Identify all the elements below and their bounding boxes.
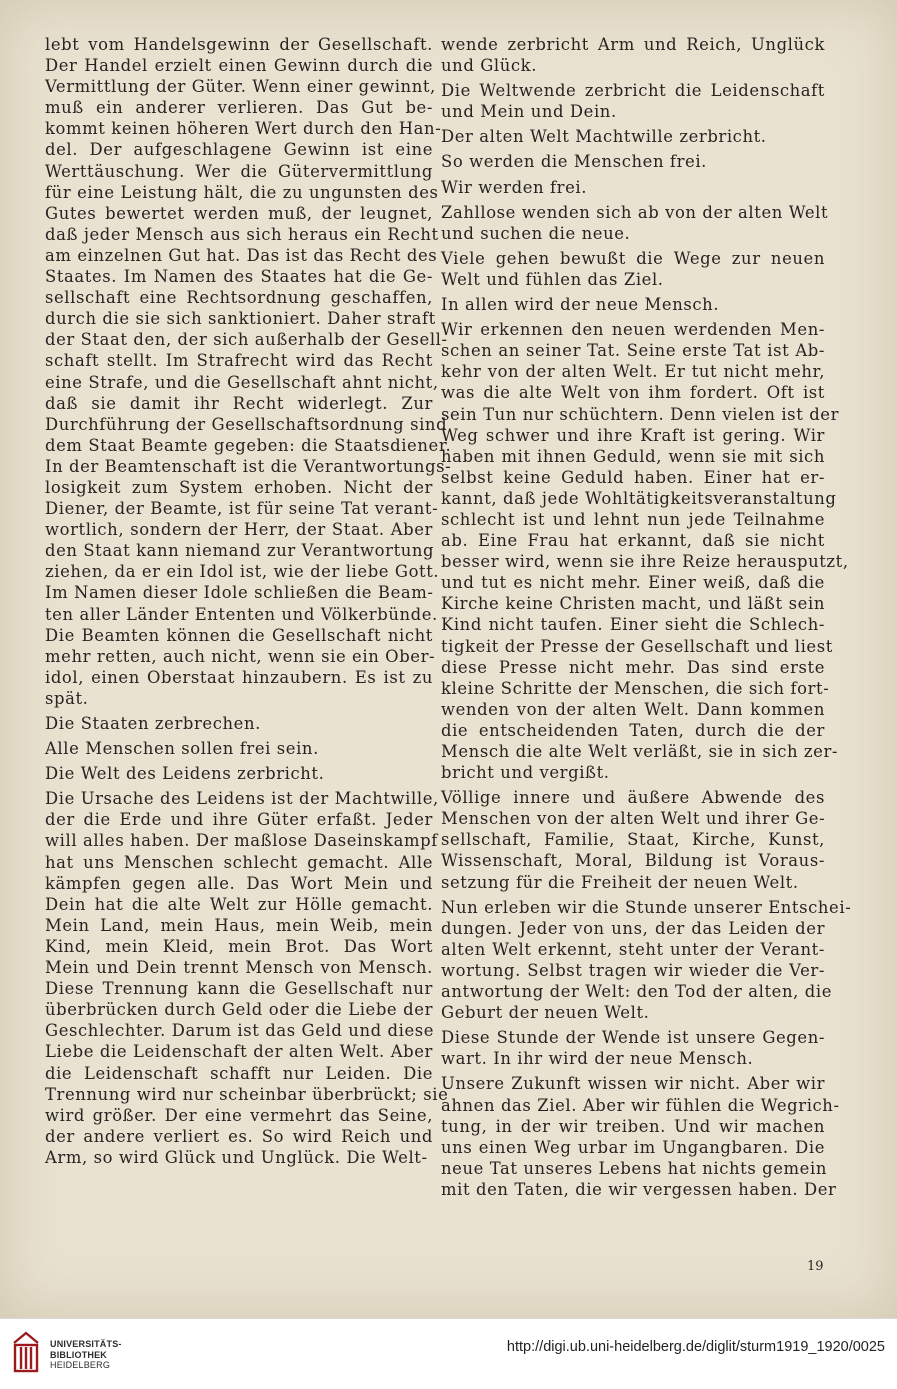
text-line: Welt und fühlen das Ziel. — [441, 269, 664, 289]
left-paragraph — [45, 34, 452, 709]
left-paragraph — [45, 713, 433, 734]
text-line: Unsere Zukunft wissen wir nicht. Aber wir — [441, 1074, 825, 1094]
text-line: und tut es nicht mehr. Einer weiß, daß die — [441, 573, 825, 593]
text-line: schaft stellt. Im Strafrecht wird das Recht — [45, 351, 433, 371]
right-paragraph — [441, 126, 825, 147]
text-line: daß sie damit ihr Recht widerlegt. Zur — [45, 393, 433, 413]
right-paragraph — [441, 80, 825, 122]
right-paragraph — [441, 1027, 825, 1069]
text-line: muß ein anderer verlieren. Das Gut be- — [45, 98, 433, 118]
text-line: losigkeit zum System erhoben. Nicht der — [45, 477, 433, 497]
text-line: Der alten Welt Machtwille zerbricht. — [441, 127, 767, 147]
text-line: Weg schwer und ihre Kraft ist gering. Wir — [441, 425, 825, 445]
right-paragraph — [441, 1073, 840, 1200]
text-line: für eine Leistung hält, die zu ungunsten des — [45, 182, 439, 202]
text-line: Diese Stunde der Wende ist unsere Gegen- — [441, 1028, 825, 1048]
text-line: und suchen die neue. — [441, 223, 631, 243]
text-line: Kirche keine Christen macht, und läßt sein — [441, 594, 825, 614]
text-line: Wissenschaft, Moral, Bildung ist Voraus- — [441, 851, 825, 871]
right-paragraph — [441, 897, 852, 1024]
text-line: Arm, so wird Glück und Unglück. Die Welt- — [45, 1147, 428, 1167]
text-line: Nun erleben wir die Stunde unserer Entschei- — [441, 897, 852, 917]
text-line: Die Beamten können die Gesellschaft nicht — [45, 625, 433, 645]
text-line: Im Namen dieser Idole schließen die Beam- — [45, 583, 434, 603]
text-line: haben mit ihnen Geduld, wenn sie mit sich — [441, 446, 825, 466]
text-line: Diener, der Beamte, ist für seine Tat verant- — [45, 499, 439, 519]
text-line: ahnen das Ziel. Aber wir fühlen die Wegrich- — [441, 1095, 840, 1115]
text-line: Durchführung der Gesellschaftsordnung sind — [45, 414, 448, 434]
text-line: Dein hat die alte Welt zur Hölle gemacht. — [45, 894, 433, 914]
text-line: Mensch die alte Welt verläßt, sie in sich zer- — [441, 742, 839, 761]
text-line: sellschaft eine Rechtsordnung geschaffen, — [45, 288, 433, 308]
right-paragraph — [441, 248, 825, 290]
text-line: Der Handel erzielt einen Gewinn durch die — [45, 56, 433, 76]
text-line: wende zerbricht Arm und Reich, Unglück — [441, 35, 825, 54]
left-text-column — [45, 34, 452, 1172]
right-paragraph — [441, 34, 825, 76]
library-name — [50, 1339, 122, 1371]
text-line: Liebe die Leidenschaft der alten Welt. Aber — [45, 1042, 433, 1062]
text-line: sein Tun nur schüchtern. Denn vielen ist der — [441, 404, 840, 424]
text-line: der andere verliert es. So wird Reich und — [45, 1126, 433, 1146]
left-paragraph — [45, 738, 433, 759]
text-line: tigkeit der Presse der Gesellschaft und liest — [441, 636, 833, 656]
text-line: Wir erkennen den neuen werdenden Men- — [441, 320, 825, 340]
left-paragraph — [45, 763, 433, 784]
text-line: Staates. Im Namen des Staates hat die Ge- — [45, 267, 433, 287]
text-line: wenden von der alten Welt. Dann kommen — [441, 699, 825, 719]
text-line: Diese Trennung kann die Gesellschaft nur — [45, 979, 433, 999]
left-paragraph — [45, 788, 449, 1168]
text-line: Die Ursache des Leidens ist der Machtwille, — [45, 789, 439, 809]
text-line: kleine Schritte der Menschen, die sich fort- — [441, 678, 830, 698]
text-line: wart. In ihr wird der neue Mensch. — [441, 1049, 754, 1069]
text-line: In der Beamtenschaft ist die Verantwortungs- — [45, 456, 452, 476]
text-line: antwortung der Welt: den Tod der alten, die — [441, 982, 832, 1002]
text-line: und Mein und Dein. — [441, 102, 617, 122]
viewer-footer — [0, 1318, 897, 1389]
text-line: wortlich, sondern der Herr, der Staat. Aber — [45, 520, 433, 540]
text-line: Kind nicht taufen. Einer sieht die Schlech- — [441, 615, 825, 635]
text-line: alten Welt erkennt, steht unter der Verant- — [441, 939, 825, 959]
text-line: eine Strafe, und die Gesellschaft ahnt nicht, — [45, 372, 439, 392]
text-line: Geburt der neuen Welt. — [441, 1003, 650, 1023]
text-line: kämpfen gegen alle. Das Wort Mein und — [45, 873, 433, 893]
text-line: wird größer. Der eine vermehrt das Seine, — [45, 1105, 433, 1125]
library-line-1: UNIVERSITÄTS- — [50, 1339, 122, 1349]
text-line: Die Staaten zerbrechen. — [45, 714, 261, 733]
text-line: In allen wird der neue Mensch. — [441, 295, 720, 315]
text-line: ab. Eine Frau hat erkannt, daß sie nicht — [441, 531, 825, 551]
text-line: daß jeder Mensch aus sich heraus ein Recht — [45, 224, 439, 244]
text-line: dungen. Jeder von uns, der das Leiden der — [441, 918, 825, 938]
text-line: ten aller Länder Ententen und Völkerbünde. — [45, 604, 438, 624]
text-line: So werden die Menschen frei. — [441, 152, 707, 172]
text-line: besser wird, wenn sie ihre Reize herausputzt, — [441, 552, 849, 572]
text-line: Werttäuschung. Wer die Gütervermittlung — [45, 161, 433, 181]
text-line: durch die sie sich sanktioniert. Daher straft — [45, 309, 436, 329]
text-line: Alle Menschen sollen frei sein. — [45, 739, 319, 759]
text-line: Zahllose wenden sich ab von der alten Welt — [441, 202, 829, 222]
right-paragraph — [441, 151, 825, 172]
text-line: den Staat kann niemand zur Verantwortung — [45, 541, 435, 561]
text-line: ziehen, da er ein Idol ist, wie der liebe Gott. — [45, 562, 440, 582]
text-line: bricht und vergißt. — [441, 763, 610, 783]
text-line: Geschlechter. Darum ist das Geld und diese — [45, 1021, 435, 1041]
text-line: der Staat den, der sich außerhalb der Gesell- — [45, 330, 448, 350]
text-line: Mein Land, mein Haus, mein Weib, mein — [45, 915, 433, 935]
text-line: Kind, mein Kleid, mein Brot. Das Wort — [45, 936, 433, 956]
text-line: selbst keine Geduld haben. Einer hat er- — [441, 467, 825, 487]
text-line: und Glück. — [441, 56, 538, 76]
text-line: überbrücken durch Geld oder die Liebe der — [45, 1000, 433, 1020]
text-line: Die Weltwende zerbricht die Leidenschaft — [441, 81, 825, 101]
text-line: der die Erde und ihre Güter erfaßt. Jeder — [45, 810, 433, 830]
text-line: Völlige innere und äußere Abwende des — [441, 788, 825, 808]
text-line: die entscheidenden Taten, durch die der — [441, 720, 825, 740]
text-line: Die Welt des Leidens zerbricht. — [45, 764, 325, 784]
text-line: dem Staat Beamte gegeben: die Staatsdiener. — [45, 435, 452, 455]
library-line-3: HEIDELBERG — [50, 1360, 111, 1370]
text-line: Wir werden frei. — [441, 177, 588, 197]
right-paragraph — [441, 202, 829, 244]
text-line: Gutes bewertet werden muß, der leugnet, — [45, 203, 433, 223]
text-line: spät. — [45, 688, 89, 708]
text-line: kannt, daß jede Wohltätigkeitsveranstaltung — [441, 488, 837, 508]
text-line: die Leidenschaft schafft nur Leiden. Die — [45, 1063, 433, 1083]
library-line-2: BIBLIOTHEK — [50, 1349, 107, 1360]
text-line: am einzelnen Gut hat. Das ist das Recht des — [45, 245, 438, 265]
text-line: Menschen von der alten Welt und ihrer Ge- — [441, 809, 826, 829]
right-paragraph — [441, 294, 825, 315]
right-paragraph — [441, 319, 849, 783]
text-line: Viele gehen bewußt die Wege zur neuen — [441, 248, 825, 268]
text-line: was die alte Welt von ihm fordert. Oft ist — [441, 383, 825, 403]
text-line: wortung. Selbst tragen wir wieder die Ver- — [441, 960, 825, 980]
right-paragraph — [441, 787, 825, 892]
text-line: Trennung wird nur scheinbar überbrückt; sie — [45, 1084, 449, 1104]
text-line: schlecht ist und lehnt nun jede Teilnahme — [441, 509, 825, 529]
text-line: kommt keinen höheren Wert durch den Han- — [45, 119, 442, 139]
text-line: Vermittlung der Güter. Wenn einer gewinnt, — [45, 77, 436, 97]
text-line: uns einen Weg urbar im Ungangbaren. Die — [441, 1137, 825, 1157]
text-line: idol, einen Oberstaat hinzaubern. Es ist zu — [45, 667, 433, 687]
text-line: hat uns Menschen schlecht gemacht. Alle — [45, 852, 433, 872]
right-paragraph — [441, 177, 825, 198]
right-text-column — [441, 34, 852, 1204]
text-line: neue Tat unseres Lebens hat nichts gemein — [441, 1158, 827, 1178]
text-line: tung, in der wir treiben. Und wir machen — [441, 1116, 825, 1136]
text-line: schen an seiner Tat. Seine erste Tat ist Ab- — [441, 341, 825, 361]
text-line: mehr retten, auch nicht, wenn sie ein Ober- — [45, 646, 436, 666]
text-line: diese Presse nicht mehr. Das sind erste — [441, 657, 825, 677]
text-line: Mein und Dein trennt Mensch von Mensch. — [45, 958, 433, 978]
permalink-url[interactable]: http://digi.ub.uni-heidelberg.de/diglit/sturm1919_1920/0025 — [506, 1339, 885, 1355]
page-number: 19 — [807, 1259, 824, 1274]
text-line: sellschaft, Familie, Staat, Kirche, Kunst, — [441, 830, 825, 850]
text-line: del. Der aufgeschlagene Gewinn ist eine — [45, 140, 433, 160]
text-line: mit den Taten, die wir vergessen haben. Der — [441, 1179, 837, 1199]
text-line: will alles haben. Der maßlose Daseinskampf — [45, 831, 438, 851]
text-line: kehr von der alten Welt. Er tut nicht mehr, — [441, 362, 825, 382]
text-line: setzung für die Freiheit der neuen Welt. — [441, 872, 799, 892]
library-logo-icon[interactable] — [10, 1329, 42, 1375]
text-line: lebt vom Handelsgewinn der Gesellschaft. — [45, 35, 433, 54]
